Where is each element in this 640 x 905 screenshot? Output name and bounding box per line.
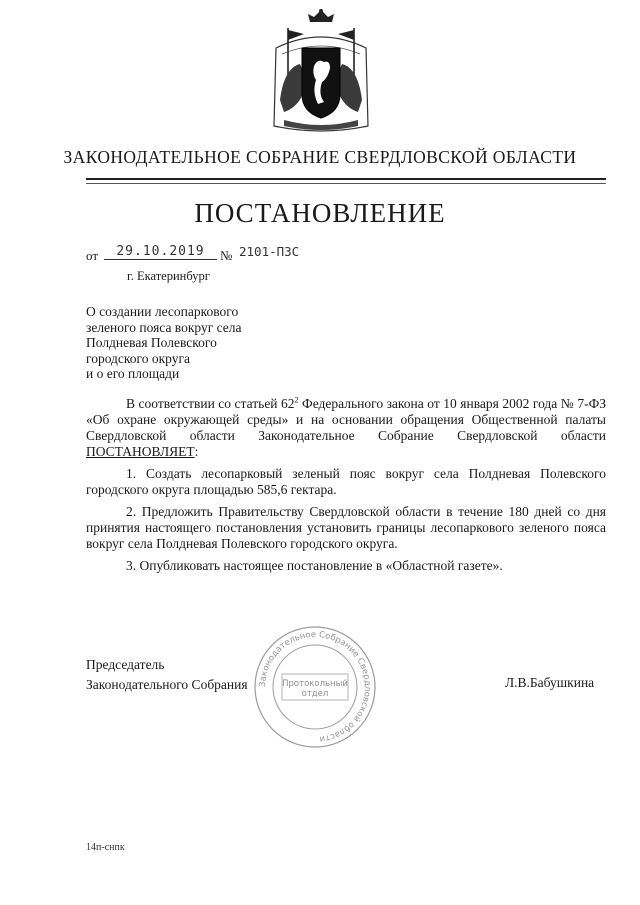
decree-item-2: 2. Предложить Правительству Свердловской области в течение 180 дней со дня принятия настоящего постановления установить границы лесопаркового зеленого пояса вокруг села Полдневая Полевского городского округа. — [86, 504, 606, 551]
subject-line: и о его площади — [86, 366, 180, 381]
decree-item-3: 3. Опубликовать настоящее постановление в «Областной газете». — [126, 558, 503, 573]
signer-title — [86, 655, 248, 695]
number-label: № — [220, 248, 233, 263]
document-body — [86, 396, 606, 580]
preamble-paragraph — [86, 396, 606, 460]
document-number: 2101-ПЗС — [239, 244, 300, 259]
subject-block — [86, 304, 326, 382]
signer-title-line: Законодательного Собрания — [86, 677, 248, 692]
stamp-center-line: Протокольный — [282, 679, 348, 689]
preamble-text-cont: Федерального закона от 10 января 2002 года № 7-ФЗ «Об охране окружающей среды» и на основании обращения Общественной палаты Свердловской области Законодательное Собрание Свердловской области — [86, 396, 606, 443]
date-label: от — [86, 248, 99, 263]
header-rule-thick — [86, 178, 606, 180]
article-superscript: 2 — [294, 395, 299, 405]
preamble-text: В соответствии со статьей 62 — [126, 396, 295, 411]
footer-code: 14п-снпк — [86, 842, 125, 853]
signer-name: Л.В.Бабушкина — [505, 675, 595, 690]
stamp-center-line: отдел — [301, 689, 329, 699]
decree-word: ПОСТАНОВЛЯЕТ — [86, 444, 195, 459]
decree-item-1: 1. Создать лесопарковый зеленый пояс вокруг села Полдневая Полевского городского округа площадью 585,6 гектара. — [86, 466, 606, 497]
signer-title-line: Председатель — [86, 657, 165, 672]
city: г. Екатеринбург — [127, 269, 210, 283]
coat-of-arms-emblem — [262, 8, 380, 136]
subject-line: зеленого пояса вокруг села — [86, 319, 242, 335]
subject-line: О создании лесопаркового — [86, 304, 239, 319]
official-stamp — [252, 624, 378, 750]
header-rule-thin — [86, 183, 606, 184]
organization-name: ЗАКОНОДАТЕЛЬНОЕ СОБРАНИЕ СВЕРДЛОВСКОЙ ОБЛАСТИ — [63, 147, 577, 167]
preamble-end: : — [194, 444, 199, 459]
document-title: ПОСТАНОВЛЕНИЕ — [194, 198, 446, 228]
subject-line: городского округа — [86, 350, 191, 366]
stamp-ring-text: Законодательное Собрание Свердловской области — [257, 629, 373, 744]
document-date: 29.10.2019 — [104, 244, 217, 260]
subject-line: Полдневая Полевского — [86, 335, 217, 350]
